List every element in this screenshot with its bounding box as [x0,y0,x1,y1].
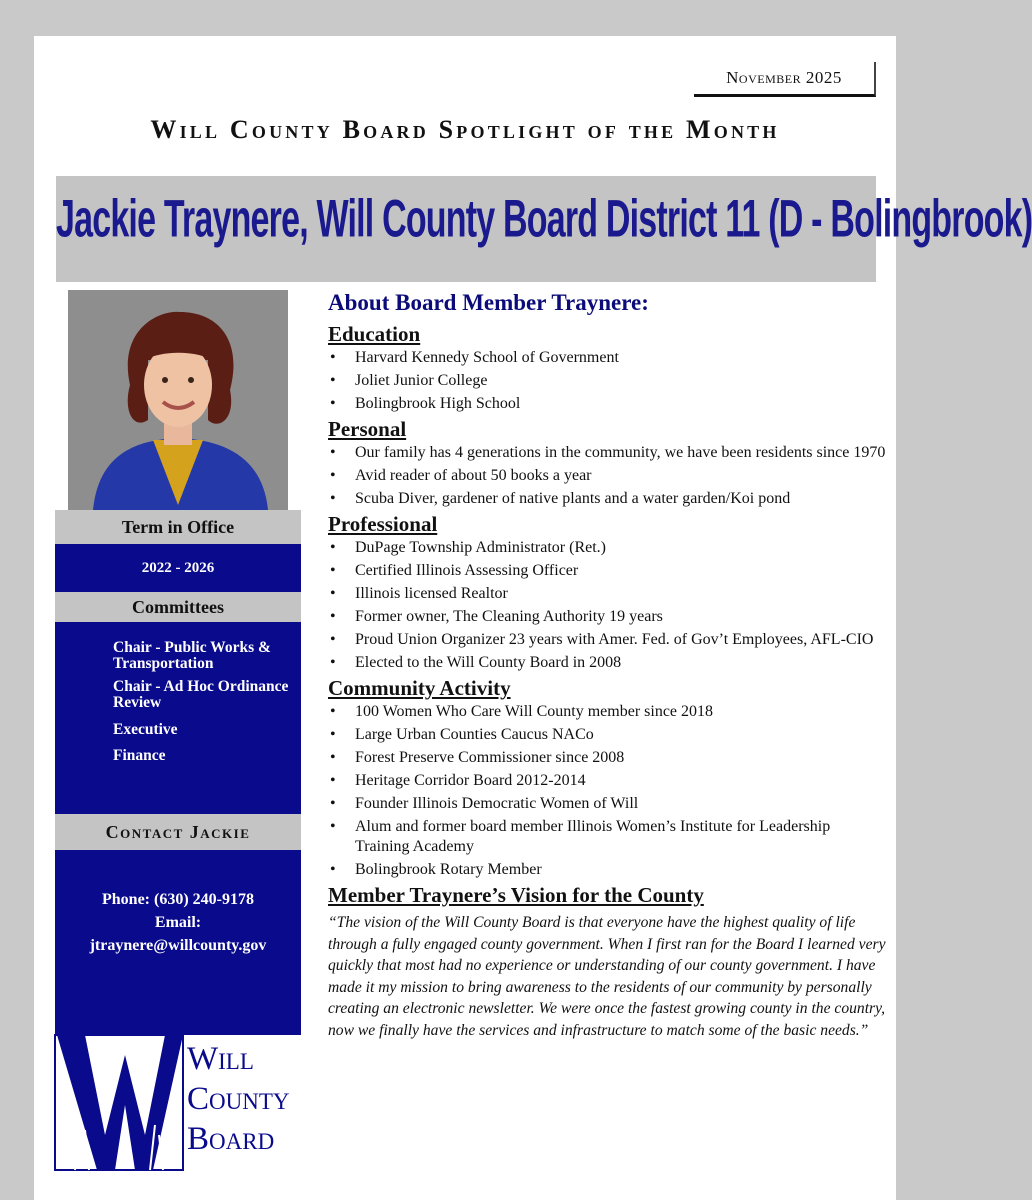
list-item: • Scuba Diver, gardener of native plants and a water garden/Koi pond [328,489,888,509]
education-list [328,348,888,414]
list-item: • Elected to the Will County Board in 2008 [328,653,888,673]
list-item: • Alum and former board member Illinois Women’s Institute for Leadership Training Academy [328,817,888,857]
committees-list [55,622,301,814]
list-item: • Avid reader of about 50 books a year [328,466,888,486]
list-item: • Joliet Junior College [328,371,888,391]
professional-list [328,538,888,673]
list-item: • Heritage Corridor Board 2012-2014 [328,771,888,791]
committee-item: Executive [113,721,178,738]
vision-quote: “The vision of the Will County Board is that everyone have the highest quality of life through a fully engaged county government. When I first ran for the Board I learned very quickly that most had no experience or understanding of our county government. I have made it my mission to bring awareness to the residents of our community by personally creating an electronic newsletter. We were once the fastest growing county in the country, now we finally have the services and infrastructure to match some of the basic needs.” [328,914,886,1039]
list-item: • Bolingbrook Rotary Member [328,860,888,880]
name-banner [56,176,1032,282]
will-county-board-logo [55,1035,301,1170]
section-title-personal: Personal [328,417,407,441]
section-title-education: Education [328,322,421,346]
logo-line: Board [187,1121,275,1157]
committee-item: Chair - Public Works & Transportation [113,639,271,672]
committees-heading: Committees [55,592,301,622]
list-item: • DuPage Township Administrator (Ret.) [328,538,888,558]
term-value: 2022 - 2026 [55,544,301,592]
contact-email-label: Email: [154,914,202,931]
list-item: • Harvard Kennedy School of Government [328,348,888,368]
portrait-photo [68,290,288,510]
list-item: • Large Urban Counties Caucus NACo [328,725,888,745]
list-item: • Illinois licensed Realtor [328,584,888,604]
page-title: Will County Board Spotlight of the Month [150,115,780,144]
sidebar [55,510,301,1035]
logo-line: Will [187,1041,254,1077]
portrait-illustration [68,290,288,510]
community-list [328,702,888,880]
banner-title: Jackie Traynere, Will County Board District 11 (D - Bolingbrook) [56,190,1032,249]
list-item: • Forest Preserve Commissioner since 2008 [328,748,888,768]
section-title-professional: Professional [328,512,438,536]
about-heading: About Board Member Traynere: [328,290,649,315]
contact-heading: Contact Jackie [55,814,301,850]
logo-wordmark [187,1039,290,1159]
term-heading: Term in Office [55,510,301,544]
logo-line: County [187,1081,290,1117]
list-item: • Certified Illinois Assessing Officer [328,561,888,581]
contact-box [55,850,301,1035]
issue-date: November 2025 [694,62,876,97]
personal-list [328,443,888,509]
list-item: • Bolingbrook High School [328,394,888,414]
committee-item: Chair - Ad Hoc Ordinance Review [113,678,289,711]
contact-email[interactable]: jtraynere@willcounty.gov [89,937,267,954]
list-item: • Proud Union Organizer 23 years with Amer. Fed. of Gov’t Employees, AFL-CIO [328,630,888,650]
list-item: • 100 Women Who Care Will County member since 2018 [328,702,888,722]
vision-title: Member Traynere’s Vision for the County [328,883,704,907]
list-item: • Former owner, The Cleaning Authority 19 years [328,607,888,627]
committee-item: Finance [113,747,166,764]
about-section [328,290,888,1041]
list-item: • Founder Illinois Democratic Women of Will [328,794,888,814]
contact-phone: Phone: (630) 240-9178 [102,891,254,908]
logo-w-mark [55,1035,185,1170]
list-item: • Our family has 4 generations in the community, we have been residents since 1970 [328,443,888,463]
section-title-community: Community Activity [328,676,511,700]
